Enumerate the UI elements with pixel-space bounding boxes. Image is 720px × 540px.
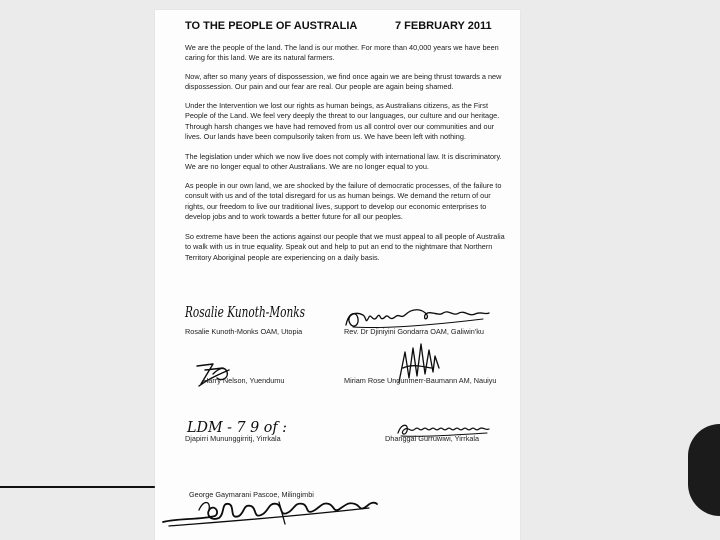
signatory-4: Miriam Rose Ungunmerr-Baumann AM, Nauiyu xyxy=(344,376,497,385)
paragraph-1: We are the people of the land. The land is our mother. For more than 40,000 years we have been caring for this land. We are its natural farmers. xyxy=(185,43,499,63)
signature-rosalie-kunoth-monks xyxy=(183,295,313,327)
signatory-6: Dhanggal Gurruwiwi, Yirrkala xyxy=(385,434,480,443)
paragraph-2: Now, after so many years of dispossession, we find once again we are being thrust towards a new dispossession. Our pain and our fear are real. Our people are again being shamed. xyxy=(185,72,502,92)
paragraph-3: Under the Intervention we lost our rights as human beings, as Australians citizens, as the First People of the Land. We feel very deeply the threat to our languages, our culture and our heritage. Through harsh changes we have had removed from us all control over our communities and our lives. Our lands have been compulsorily taken from us. We have been left with nothing. xyxy=(185,101,500,141)
signature-george-gaymarani-pascoe xyxy=(159,496,381,530)
signatory-5: Djapirri Mununggirritj, Yirrkala xyxy=(185,434,281,443)
paragraph-6: So extreme have been the actions against our people that we must appeal to all people of Australia to walk with us in true equality. Speak out and help to put an end to the nightmare that Northern Territory Aboriginal people are experiencing on a daily basis. xyxy=(185,232,505,262)
signature-rosalie-text: Rosalie Kunoth-Monks xyxy=(184,303,306,321)
signatory-2: Rev. Dr Djiniyini Gondarra OAM, Galiwin'ku xyxy=(344,327,484,336)
letter-page xyxy=(155,10,520,540)
signatory-3: Harry Nelson, Yuendumu xyxy=(203,376,285,385)
paragraph-4: The legislation under which we now live does not comply with international law. It is discriminatory. We are no longer equal to other Australians. We are no longer equal to you. xyxy=(185,152,502,172)
signature-djapirri-text: LDM - 7 9 of : xyxy=(186,418,287,436)
divider-line xyxy=(0,486,165,488)
letter-date: 7 FEBRUARY 2011 xyxy=(395,20,492,32)
signatory-1: Rosalie Kunoth-Monks OAM, Utopia xyxy=(185,327,303,336)
letter-heading: TO THE PEOPLE OF AUSTRALIA xyxy=(185,20,358,32)
nav-disc[interactable] xyxy=(688,424,720,516)
signatory-7: George Gaymarani Pascoe, Milingimbi xyxy=(189,490,314,499)
paragraph-5: As people in our own land, we are shocked by the failure of democratic processes, of the failure to consult with us and of the total disregard for us as human beings. We demand the return of our rights, our freedom to live our traditional lives, support to develop our economic enterprises to develop jobs and to work towards a better future for all our peoples. xyxy=(185,181,502,221)
